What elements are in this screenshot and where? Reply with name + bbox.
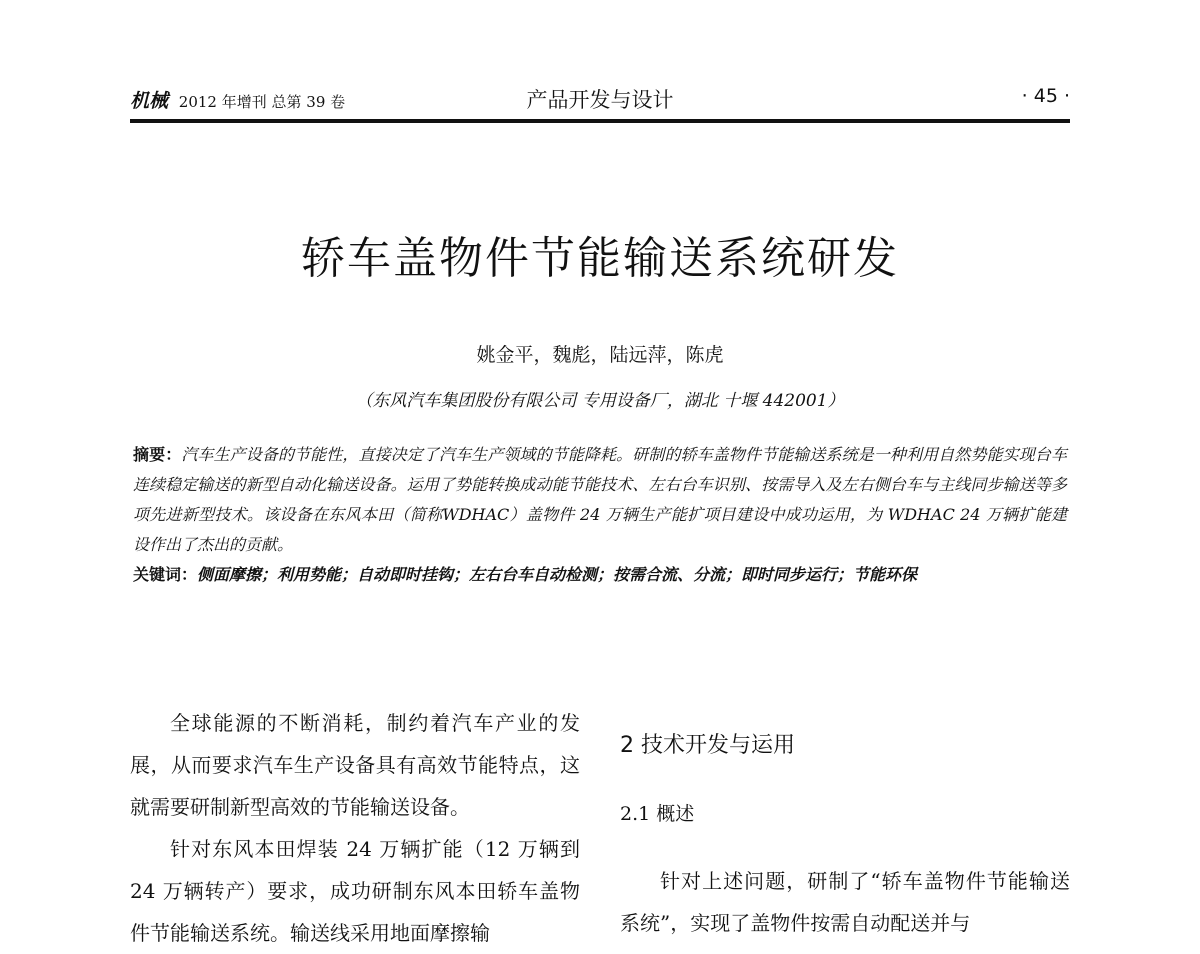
abstract-label: 摘要： [133, 445, 182, 464]
section-name: 产品开发与设计 [526, 88, 674, 112]
paper-affiliation: （东风汽车集团股份有限公司 专用设备厂，湖北 十堰 442001） [355, 391, 845, 411]
abstract-text: 汽车生产设备的节能性，直接决定了汽车生产领域的节能降耗。研制的轿车盖物件节能输送系统是一种利用自然势能实现台车连续稳定输送的新型自动化输送设备。运用了势能转换成动能节能技术、左右台车识别、按需导入及左右侧台车与主线同步输送等多项先进新型技术。该设备在东风本田（简称WDHAC）盖物件 24 万辆生产能扩项目建设中成功运用，为 WDHAC 24 万辆扩能建设作出了杰出的贡献。 [133, 445, 1067, 554]
body-column-left [130, 702, 580, 954]
abstract-block [133, 440, 1067, 590]
body-paragraph: 全球能源的不断消耗，制约着汽车产业的发展，从而要求汽车生产设备具有高效节能特点，这就需要研制新型高效的节能输送设备。 [130, 711, 580, 819]
section-heading: 2 技术开发与运用 [620, 733, 795, 758]
subsection-heading: 2.1 概述 [620, 803, 695, 825]
keywords-text: 侧面摩擦；利用势能；自动即时挂钩；左右台车自动检测；按需合流、分流；即时同步运行；节能环保 [197, 565, 918, 584]
journal-name: 机械 [130, 90, 169, 112]
body-column-right [620, 722, 1070, 944]
running-header [130, 84, 1070, 120]
body-paragraph: 针对上述问题，研制了“轿车盖物件节能输送系统”，实现了盖物件按需自动配送并与 [620, 869, 1070, 935]
paper-authors: 姚金平，魏彪，陆远萍，陈虎 [476, 344, 724, 366]
paper-title: 轿车盖物件节能输送系统研发 [301, 233, 899, 284]
journal-issue: 2012 年增刊 总第 39 卷 [178, 93, 346, 111]
body-paragraph: 针对东风本田焊装 24 万辆扩能（12 万辆到 24 万辆转产）要求，成功研制东风本田轿车盖物件节能输送系统。输送线采用地面摩擦输 [130, 837, 580, 945]
page-number: · 45 · [1021, 85, 1070, 107]
header-rule [130, 119, 1070, 123]
keywords-label: 关键词： [133, 565, 198, 584]
